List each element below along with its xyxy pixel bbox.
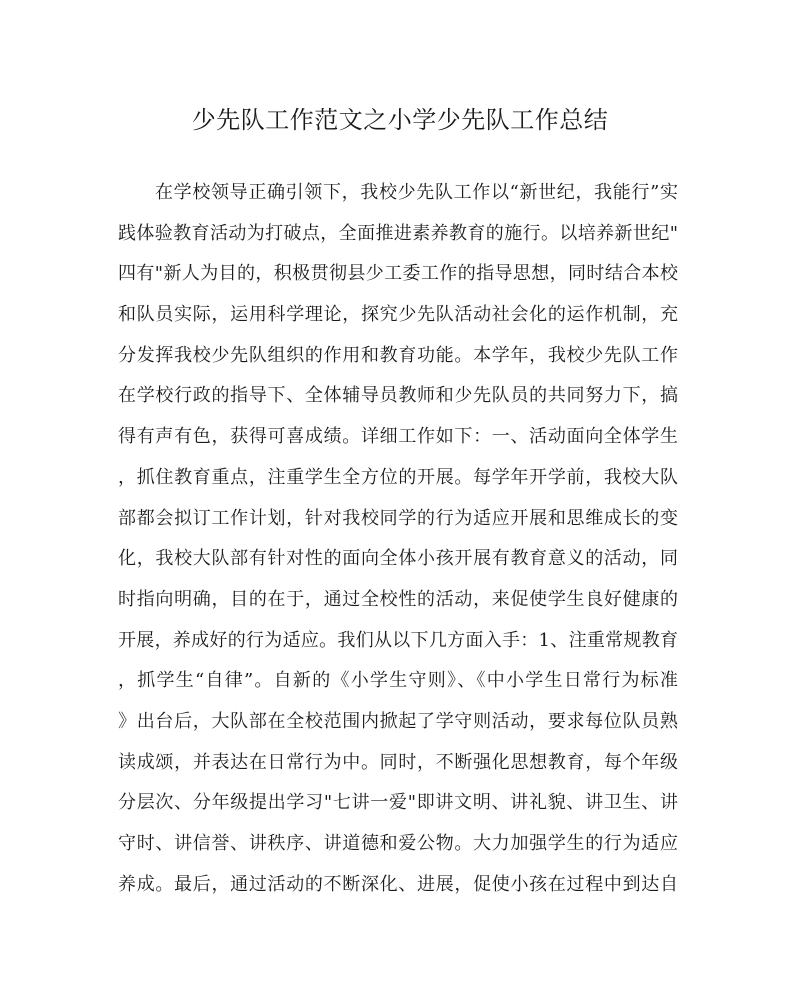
document-title: 少先队工作范文之小学少先队工作总结 (191, 106, 609, 134)
paragraph-line: 养成。最后，通过活动的不断深化、进展，促使小孩在过程中到达自 (118, 873, 678, 895)
paragraph-line: 得有声有色，获得可喜成绩。详细工作如下：一、活动面向全体学生 (118, 426, 678, 448)
paragraph-line: ，抓学生“自律”。自新的《小学生守则》、《中小学生日常行为标准 (118, 670, 678, 692)
paragraph-line: 践体验教育活动为打破点，全面推进素养教育的施行。以培养新世纪" (118, 222, 678, 244)
paragraph-line: 读成颂，并表达在日常行为中。同时，不断强化思想教育，每个年级 (118, 751, 678, 773)
paragraph-line: 守时、讲信誉、讲秩序、讲道德和爱公物。大力加强学生的行为适应 (118, 833, 678, 854)
paragraph-line: 分发挥我校少先队组织的作用和教育功能。本学年，我校少先队工作 (118, 344, 678, 366)
paragraph-line: ，抓住教育重点，注重学生全方位的开展。每学年开学前，我校大队 (118, 466, 678, 488)
paragraph-line: 开展，养成好的行为适应。我们从以下几方面入手：1、注重常规教育 (118, 629, 678, 651)
paragraph-line: 和队员实际，运用科学理论，探究少先队活动社会化的运作机制，充 (118, 304, 678, 326)
paragraph-line: 化，我校大队部有针对性的面向全体小孩开展有教育意义的活动，同 (118, 548, 678, 570)
paragraph-line: 时指向明确，目的在于，通过全校性的活动，来促使学生良好健康的 (118, 588, 678, 610)
paragraph-line: 部都会拟订工作计划，针对我校同学的行为适应开展和思维成长的变 (118, 507, 678, 529)
document-body (118, 173, 678, 905)
paragraph-line: 在学校领导正确引领下，我校少先队工作以“新世纪，我能行”实 (155, 182, 678, 203)
paragraph-line: 分层次、分年级提出学习"七讲一爱"即讲文明、讲礼貌、讲卫生、讲 (118, 792, 678, 814)
paragraph-line: 》出台后，大队部在全校范围内掀起了学守则活动，要求每位队员熟 (118, 710, 678, 732)
paragraph-line: 在学校行政的指导下、全体辅导员教师和少先队员的共同努力下，搞 (118, 385, 678, 407)
paragraph-line: 四有"新人为目的，积极贯彻县少工委工作的指导思想，同时结合本校 (118, 263, 678, 285)
